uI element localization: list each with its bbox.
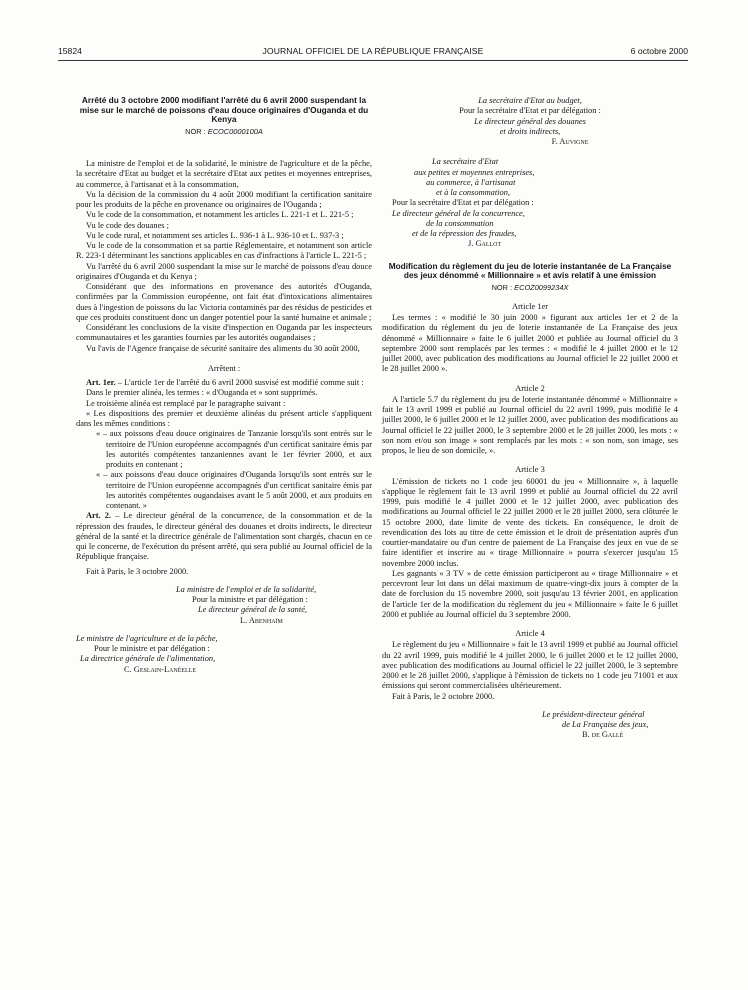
article-heading: Article 3 bbox=[515, 465, 545, 475]
preamble-paragraph: Considérant les conclusions de la visite d'inspection en Ouganda par les inspecteurs communautaires et les garanties fournies par les autorités ougandaises ; bbox=[76, 323, 372, 343]
signature-line: Le directeur général de la santé, bbox=[198, 605, 308, 615]
preamble-paragraph: Vu le code rural, et notamment ses articles L. 936-1 à L. 936-10 et L. 937-3 ; bbox=[86, 230, 344, 240]
left-column bbox=[76, 96, 372, 675]
article-heading: Article 1er bbox=[511, 301, 549, 311]
preamble-paragraph: Vu l'arrêté du 6 avril 2000 suspendant la mise sur le marché de poissons d'eau douce originaires d'Ouganda et du Kenya ; bbox=[76, 261, 372, 281]
signature-line: Le directeur général de la concurrence, bbox=[392, 208, 525, 218]
signature-line: au commerce, à l'artisanat bbox=[426, 177, 516, 187]
preamble-paragraph: Vu la décision de la commission du 4 août 2000 modifiant la certification sanitaire pour les produits de la pêche en provenance ou originaires de l'Ouganda ; bbox=[76, 189, 372, 210]
signature-line: et de la répression des fraudes, bbox=[412, 229, 517, 238]
signatory-name: L. Abenhaïm bbox=[240, 615, 283, 625]
journal-title: JOURNAL OFFICIEL DE LA RÉPUBLIQUE FRANÇAISE bbox=[262, 46, 484, 56]
article-paragraph: Les termes : « modifié le 30 juin 2000 » figurant aux articles 1er et 2 de la modification du règlement du jeu de loterie instantanée de La Française des jeux dénommé « Millionnaire » faite le 6 juillet 2000 et publiée au Journal officiel du 3 septembre 2000 sont remplacés par les termes : « modifié le 4 juillet 2000 et le 12 juillet 2000, avec publication des modifications au Journal officiel le 22 juillet 2000 et le 28 juillet 2000 ». bbox=[382, 313, 678, 374]
preamble-paragraph: Vu le code des douanes ; bbox=[86, 220, 169, 230]
nor-reference bbox=[382, 283, 678, 293]
signature-block-budget bbox=[382, 96, 678, 147]
signature-line: et droits indirects, bbox=[499, 126, 561, 136]
article-2-text: – Le directeur général de la concurrence, de la consommation et de la répression des fraudes, le directeur général des douanes et droits indirects, le directeur général de la santé et la directrice générale de l'alimentation sont chargés, chacun en ce qui le concerne, de l'exécution du présent arrêté, qui sera publié au Journal officiel de la République française. bbox=[76, 511, 372, 562]
signature-line: Pour la ministre et par délégation : bbox=[192, 595, 308, 605]
signature-line: de La Française des jeux, bbox=[562, 720, 649, 730]
signature-line: de la consommation bbox=[426, 218, 494, 228]
notice-title: Modification du règlement du jeu de loterie instantanée de La Française des jeux dénommé « Millionnaire » et avis relatif à une émission bbox=[388, 260, 672, 281]
signatory-name: F. Auvigne bbox=[551, 137, 589, 146]
signature-line: La directrice générale de l'alimentation, bbox=[80, 654, 216, 664]
article-1-label: Art. 1er. bbox=[86, 378, 116, 388]
article-paragraph: L'émission de tickets no 1 code jeu 60001 du jeu « Millionnaire », à laquelle s'applique le règlement fait le 13 avril 1999 et publié au Journal officiel du 22 avril 1999, puis modifié le 4 juillet 2000 et le 12 juillet 2000, avec publication des modifications au Journal officiel le 22 juillet 2000 et le 28 juillet 2000, sera clôturée le 15 octobre 2000, date limite de vente des tickets. En conséquence, le droit de revendication des lots au titre de cette émission et le droit de présentation auprès d'un courtier-mandataire ou d'un centre de paiement de La Française des jeux en vue de se faire identifier et inscrire au « tirage Millionnaire » pourra s'exercer jusqu'au 15 novembre 2000 inclus. bbox=[382, 476, 678, 568]
article-paragraph: Les gagnants « 3 TV » de cette émission participeront au « tirage Millionnaire » et percevront leur lot dans un délai maximum de quatre-vingt-dix jours à compter de la date de forclusion du 15 novembre 2000, soit jusqu'au 13 février 2001, en application de l'article 1er de la modification du règlement du jeu « Millionnaire » faite le 6 juillet 2000 et publiée au Journal officiel du 3 septembre 2000. bbox=[382, 568, 678, 619]
article-2-paragraph bbox=[76, 511, 372, 562]
signature-block-fdj bbox=[382, 710, 678, 741]
preamble-paragraph: Vu le code de la consommation, et notamment les articles L. 221-1 et L. 221-5 ; bbox=[86, 210, 354, 220]
signature-line: Le ministre de l'agriculture et de la pêche, bbox=[76, 633, 218, 643]
signature-line: et à la consommation, bbox=[436, 188, 510, 197]
signature-line: La secrétaire d'Etat au budget, bbox=[478, 96, 582, 105]
signature-block-smes bbox=[382, 157, 678, 249]
page-number: 15824 bbox=[58, 46, 82, 56]
signature-block-employment bbox=[76, 585, 372, 626]
article-1-bullet: « – aux poissons d'eau douce originaires d'Ouganda lorsqu'ils sont entrés sur le territoire de l'Union européenne accompagnés d'un certificat sanitaire émis par les autorités compétentes ougandaises avant le 5 août 2000, et aux produits en contenant. » bbox=[96, 470, 372, 511]
signature-line: Pour la secrétaire d'Etat et par délégation : bbox=[392, 198, 534, 208]
arretent-heading: Arrêtent : bbox=[207, 363, 241, 373]
signatory-name: C. Geslain-Lanéelle bbox=[124, 664, 197, 674]
issue-date: 6 octobre 2000 bbox=[630, 46, 688, 56]
signatory-name: J. Gallot bbox=[468, 239, 502, 249]
preamble-paragraph: Vu l'avis de l'Agence française de sécurité sanitaire des aliments du 30 août 2000, bbox=[86, 343, 360, 353]
nor-code: ECOC0000100A bbox=[207, 126, 263, 136]
article-paragraph: Le règlement du jeu « Millionnaire » fait le 13 avril 1999 et publié au Journal officiel du 22 avril 1999, puis modifié le 4 juillet 2000, le 6 juillet 2000 et le 12 juillet 2000, avec publication des modifications au Journal officiel le 22 juillet 2000, le 3 septembre 2000 et le 28 juillet 2000, s'applique à l'émission de tickets no 1 code jeu 71001 et aux émissions qui seront commercialisées ultérieurement. bbox=[382, 640, 678, 691]
article-1-bullet: « – aux poissons d'eau douce originaires de Tanzanie lorsqu'ils sont entrés sur le territoire de l'Union européenne accompagnés d'un certificat sanitaire émis par les autorités compétentes tanzaniennes avant le 1er février 2000, et aux produits en contenant ; bbox=[96, 429, 372, 470]
signature-line: aux petites et moyennes entreprises, bbox=[414, 167, 535, 177]
nor-label: NOR : bbox=[491, 282, 513, 292]
nor-label: NOR : bbox=[185, 126, 206, 136]
signature-line: Le président-directeur général bbox=[542, 709, 645, 719]
article-1-paragraph bbox=[76, 378, 372, 388]
signing-place-date: Fait à Paris, le 3 octobre 2000. bbox=[86, 566, 189, 576]
nor-code: ECOZ0099234X bbox=[514, 282, 569, 292]
article-paragraph: A l'article 5.7 du règlement du jeu de loterie instantanée dénommé « Millionnaire » fait le 13 avril 1999 et publié au Journal officiel du 22 avril 1999, puis modifié le 4 juillet 2000, le 6 juillet 2000 et le 12 juillet 2000, avec publication des modifications au Journal officiel le 22 juillet 2000, le 3 septembre 2000 et le 28 juillet 2000, les mots : « son nom et/ou son image » sont remplacés par les mots : « son nom, son image, ses propos, le lieu de son domicile, ». bbox=[382, 394, 678, 456]
signature-line: Pour la secrétaire d'Etat et par délégation : bbox=[459, 106, 601, 116]
signature-line: La ministre de l'emploi et de la solidarité, bbox=[176, 584, 317, 594]
right-column bbox=[382, 96, 678, 741]
article-heading: Article 2 bbox=[515, 383, 545, 393]
signing-place-date: Fait à Paris, le 2 octobre 2000. bbox=[392, 691, 495, 701]
signature-line: Pour le ministre et par délégation : bbox=[94, 644, 210, 654]
page-header bbox=[58, 46, 688, 61]
preamble-paragraph: La ministre de l'emploi et de la solidarité, le ministre de l'agriculture et de la pêche, la secrétaire d'Etat au budget et la secrétaire d'Etat aux petites et moyennes entreprises, au commerce, à l'artisanat et à la consommation, bbox=[76, 159, 372, 189]
nor-reference bbox=[76, 127, 372, 137]
preamble-paragraph: Considérant que des informations en provenance des autorités d'Ouganda, confirmées par la Commission européenne, ont fait état d'intoxications alimentaires dues à l'ingestion de poissons du lac Victoria contaminés par des résidus de pesticides et que ces produits constituent donc un danger potentiel pour la santé humaine et animale ; bbox=[76, 282, 372, 322]
signature-block-agriculture bbox=[76, 634, 372, 675]
signature-line: La secrétaire d'Etat bbox=[432, 157, 499, 167]
article-1-text: – L'article 1er de l'arrêté du 6 avril 2000 susvisé est modifié comme suit : bbox=[115, 378, 364, 388]
article-1-paragraph: « Les dispositions des premier et deuxième alinéas du présent article s'appliquent dans les mêmes conditions : bbox=[76, 408, 372, 429]
signatory-name: B. de Gallé bbox=[582, 730, 624, 740]
preamble-paragraph: Vu le code de la consommation et sa partie Réglementaire, et notamment son article R. 223-1 déterminant les sanctions applicables en cas d'infractions à l'article L. 221-5 ; bbox=[76, 241, 372, 261]
signature-line: Le directeur général des douanes bbox=[474, 116, 586, 126]
article-1-paragraph: Dans le premier alinéa, les termes : « d'Ouganda et » sont supprimés. bbox=[86, 388, 318, 398]
article-2-label: Art. 2. bbox=[86, 511, 112, 521]
article-heading: Article 4 bbox=[515, 629, 545, 639]
decree-title: Arrêté du 3 octobre 2000 modifiant l'arrêté du 6 avril 2000 suspendant la mise sur le marché de poissons d'eau douce originaires d'Ouganda et du Kenya bbox=[79, 95, 369, 125]
article-1-paragraph: Le troisième alinéa est remplacé par le paragraphe suivant : bbox=[86, 398, 286, 408]
